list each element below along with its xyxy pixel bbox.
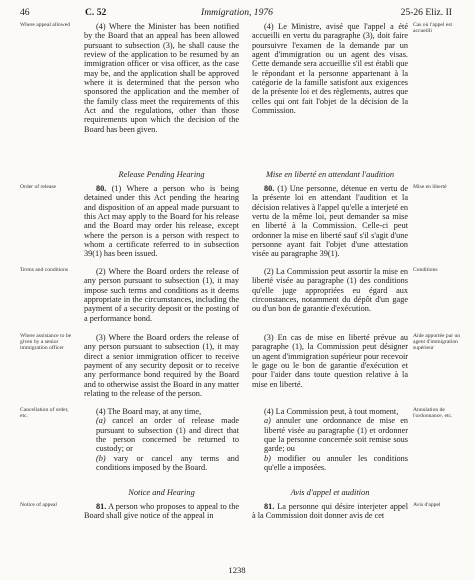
footer-page-number: 1238 — [228, 565, 246, 575]
fr-section-77-4 — [252, 22, 408, 115]
en-item-b — [84, 454, 239, 473]
fr-section-80-4 — [252, 407, 408, 472]
fr-paragraph: La personne qui désire interjeter appel à la Commission doit donner avis de cet — [252, 502, 408, 521]
margin-note-mise-en-liberte: Mise en liberté — [413, 184, 447, 190]
fr-paragraph: (4) Le Ministre, avisé que l'appel a été accueilli en vertu du paragraphe (3), doit faire poursuivre l'examen de la demande par un agent d'immigration ou un agent des visas. Cette demande sera accueillie s'il est établi que le répondant et la personne appartenant à la catégorie de la famille satisfont aux exigences de la présente loi et des règlements, autres que celles qui ont fait l'objet de la décision de la Commission. — [252, 22, 408, 116]
item-text: vary or cancel any terms and conditions imposed by the Board. — [96, 453, 240, 473]
en-paragraph: (2) Where the Board orders the release of any person pursuant to subsection (1), it may impose such terms and conditions as it deems appropriate in the circumstances, including the payment of a security deposit or the posting of a performance bond. — [84, 267, 239, 323]
en-section-80-1 — [84, 184, 239, 259]
item-text: annuler une ordonnance de mise en liberté visée au paragraphe (1) et ordonner que la personne concernée soit remise sous garde; ou — [264, 416, 408, 454]
margin-note-where-assistance: Where assistance to be given by a senior immigration officer — [20, 333, 72, 352]
fr-paragraph: (2) La Commission peut assortir la mise en liberté visée au paragraphe (1) des conditions qu'elle juge appropriées eu égard aux circonstances, notamment du dépôt d'un gage ou d'un bon de garantie d'exécution. — [252, 267, 408, 314]
fr-section-80-3 — [252, 333, 408, 389]
fr-paragraph: (3) En cas de mise en liberté prévue au paragraphe (1), la Commission peut désigner un agent d'immigration supérieur pour recevoir le gage ou le bon de garantie d'exécution et pour l'aider dans toute question relative à la mise en liberté. — [252, 333, 408, 389]
chapter-number: C. 52 — [85, 7, 107, 18]
margin-note-avis-appel: Avis d'appel — [413, 502, 441, 508]
margin-note-annulation: Annulation de l'ordonnance, etc. — [413, 407, 453, 420]
en-item-a — [84, 416, 239, 453]
item-text: cancel an order of release made pursuant to subsection (1) and direct that the person concerned be returned to custody; or — [96, 416, 239, 454]
en-paragraph: (4) The Board may, at any time, — [96, 407, 202, 416]
en-paragraph: (4) Where the Minister has been notified by the Board that an appeal has been allowed pursuant to subsection (3), he shall cause the review of the application to be resumed by an immigration officer or visa officer, as the case may be, and the application shall be approved where it is determined that the person who sponsored the application and the member of the family class meet the requirements of this Act and the regulations, other than those requirements upon which the decision of the Board has been given. — [84, 22, 239, 134]
en-paragraph: (1) Where a person who is being detained under this Act pending the hearing and disposition of an appeal made pursuant to this Act may apply to the Board for his release and the Board may order his release, except where the person is a person with respect to whom a certificate referred to in subsection 39(1) has been issued. — [84, 184, 240, 259]
header-page-number: 46 — [20, 7, 30, 18]
margin-note-where-appeal-allowed: Where appeal allowed — [20, 22, 71, 28]
heading-mise-en-liberte: Mise en liberté en attendant l'audition — [265, 170, 395, 179]
heading-avis-appel-audition: Avis d'appel et audition — [290, 488, 370, 497]
fr-paragraph: (4) La Commission peut, à tout moment, — [264, 407, 399, 416]
margin-note-terms-conditions: Terms and conditions — [20, 267, 69, 273]
section-number: 80. — [264, 184, 275, 193]
fr-section-80-1 — [252, 184, 408, 259]
en-paragraph: (3) Where the Board orders the release of any person pursuant to subsection (1), it may direct a senior immigration officer to receive payment of any security deposit or to receive any performance bond required by the Board and to otherwise assist the Board in any matter relating to the release of the person. — [84, 333, 239, 399]
en-paragraph: A person who proposes to appeal to the Board shall give notice of the appeal in — [84, 502, 240, 521]
margin-note-cancellation: Cancellation of order, etc. — [20, 407, 69, 420]
en-section-80-4 — [84, 407, 239, 472]
margin-note-conditions: Conditions — [413, 267, 438, 273]
margin-note-notice-of-appeal: Notice of appeal — [20, 502, 57, 508]
en-section-81 — [84, 502, 239, 521]
fr-item-b — [252, 454, 408, 473]
en-section-77-4 — [84, 22, 239, 134]
margin-note-aide-apportee: Aide apportée par un agent d'immigration supérieur — [413, 333, 461, 352]
fr-section-80-2 — [252, 267, 408, 314]
item-marker: a) — [264, 416, 271, 426]
item-text: modifier ou annuler les conditions qu'elle a imposées. — [264, 453, 408, 473]
fr-paragraph: (1) Une personne, détenue en vertu de la présente loi en attendant l'audition et la décision relatives à l'appel qu'elle a interjeté en vertu de la même loi, peut demander sa mise en liberté à la Commission. Celle-ci peut ordonner la mise en liberté sauf s'il s'agit d'une personne ayant fait l'objet d'une attestation visée au paragraphe 39(1). — [252, 184, 409, 259]
en-section-80-3 — [84, 333, 239, 398]
fr-item-a — [252, 416, 408, 453]
section-number: 80. — [96, 184, 107, 193]
regnal-year: 25-26 Eliz. II — [400, 7, 452, 18]
en-section-80-2 — [84, 267, 239, 323]
section-number: 81. — [96, 502, 107, 511]
running-title: Immigration, 1976 — [201, 7, 273, 18]
heading-release-pending-hearing: Release Pending Hearing — [118, 170, 205, 179]
item-marker: (b) — [96, 453, 106, 463]
fr-section-81 — [252, 502, 408, 521]
heading-notice-and-hearing: Notice and Hearing — [128, 488, 195, 497]
item-marker: b) — [264, 453, 271, 463]
item-marker: (a) — [96, 416, 106, 426]
section-number: 81. — [264, 502, 275, 511]
margin-note-cas-appel-accueilli: Cas où l'appel est accueilli — [413, 22, 453, 35]
margin-note-order-of-release: Order of release — [20, 184, 57, 190]
